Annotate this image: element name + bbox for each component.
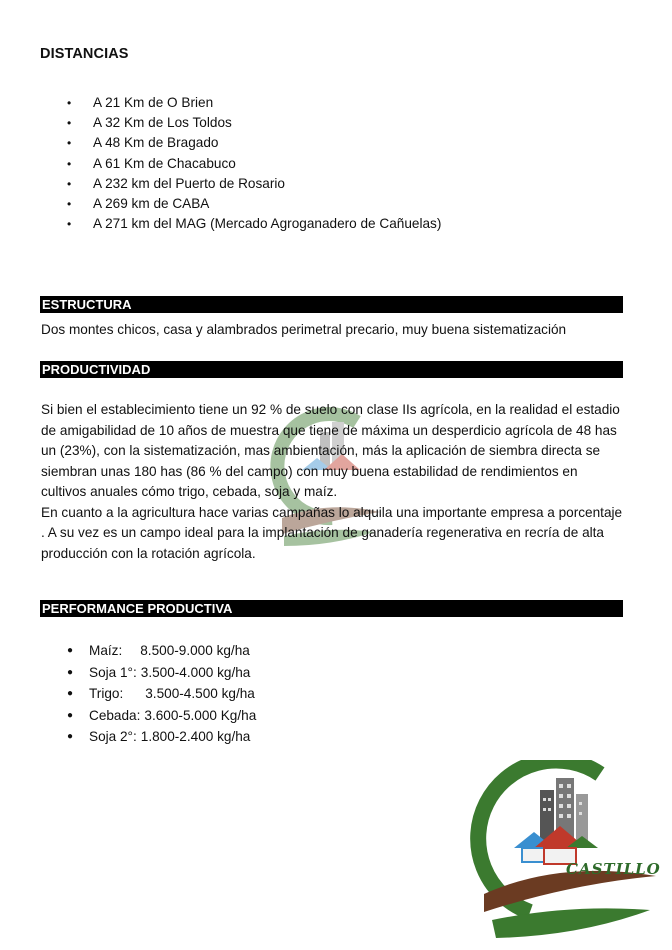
list-item	[67, 214, 441, 234]
castillo-logo	[470, 760, 660, 945]
bullet-icon: •	[67, 116, 72, 131]
crop-yield: 3.600-5.000 Kg/ha	[144, 707, 257, 723]
list-item	[67, 93, 441, 113]
list-item	[67, 154, 441, 174]
crop-yield: 3.500-4.000 kg/ha	[140, 664, 251, 680]
list-item	[67, 662, 256, 684]
distance-text: A 21 Km de O Brien	[93, 95, 214, 110]
crop-label: Maíz:	[89, 643, 123, 658]
list-item	[67, 726, 256, 748]
distancias-list	[67, 93, 441, 234]
list-item	[67, 683, 256, 705]
crop-yield: 1.800-2.400 kg/ha	[140, 729, 251, 744]
productividad-paragraph-2: En cuanto a la agricultura hace varias campañas lo alquila una importante empresa a porcentaje . A su vez es un campo ideal para la implantación de ganadería regenerativa en recría de alta producción con la rotación agrícola.	[41, 504, 623, 561]
list-item	[67, 113, 441, 133]
crop-yield: 3.500-4.500 kg/ha	[145, 686, 255, 701]
list-item	[67, 133, 441, 153]
distance-text: A 271 km del MAG (Mercado Agroganadero de Cañuelas)	[93, 216, 442, 232]
productividad-text	[41, 400, 626, 564]
productividad-paragraph-1: Si bien el establecimiento tiene un 92 % de suelo con clase IIs agrícola, en la realidad el estadio de amigabilidad de 10 años de muestra que tiene de máxima un desperdicio agrícola de 48 has un (23%), con la sistematización, mas ambientación, más la aplicación de siembra directa se siembran unas 180 has (86 % del campo) con muy buena estabilidad de rendimientos en cultivos anuales cómo trigo, cebada, soja y maíz.	[41, 402, 620, 499]
crop-label: Trigo:	[89, 686, 124, 701]
crop-label: Soja 1°:	[89, 664, 137, 680]
bullet-icon: •	[67, 176, 72, 191]
bullet-icon: •	[67, 196, 72, 211]
logo-text: CASTILLO	[566, 860, 661, 878]
crop-label: Cebada:	[89, 707, 141, 723]
list-item	[67, 174, 441, 194]
bullet-icon: •	[67, 156, 72, 171]
bullet-icon: •	[67, 136, 72, 151]
estructura-heading: ESTRUCTURA	[40, 296, 623, 313]
performance-list	[67, 640, 256, 748]
distance-text: A 61 Km de Chacabuco	[93, 155, 236, 171]
bullet-icon: ●	[67, 666, 74, 678]
bullet-icon: •	[67, 217, 72, 232]
distance-text: A 48 Km de Bragado	[93, 135, 219, 151]
list-item	[67, 705, 256, 727]
estructura-text: Dos montes chicos, casa y alambrados perimetral precario, muy buena sistematización	[41, 322, 567, 337]
productividad-heading: PRODUCTIVIDAD	[40, 361, 623, 378]
bullet-icon: •	[67, 96, 72, 110]
list-item	[67, 640, 256, 662]
bullet-icon: ●	[67, 688, 74, 699]
performance-heading: PERFORMANCE PRODUCTIVA	[40, 600, 623, 617]
bullet-icon: ●	[67, 709, 74, 721]
crop-yield: 8.500-9.000 kg/ha	[140, 643, 250, 658]
distance-text: A 269 km de CABA	[93, 195, 210, 211]
crop-label: Soja 2°:	[89, 729, 137, 744]
bullet-icon: ●	[67, 645, 74, 656]
distance-text: A 32 Km de Los Toldos	[93, 115, 232, 131]
distance-text: A 232 km del Puerto de Rosario	[93, 175, 285, 191]
bullet-icon: ●	[67, 731, 74, 742]
distancias-heading: DISTANCIAS	[40, 46, 129, 62]
list-item	[67, 194, 441, 214]
